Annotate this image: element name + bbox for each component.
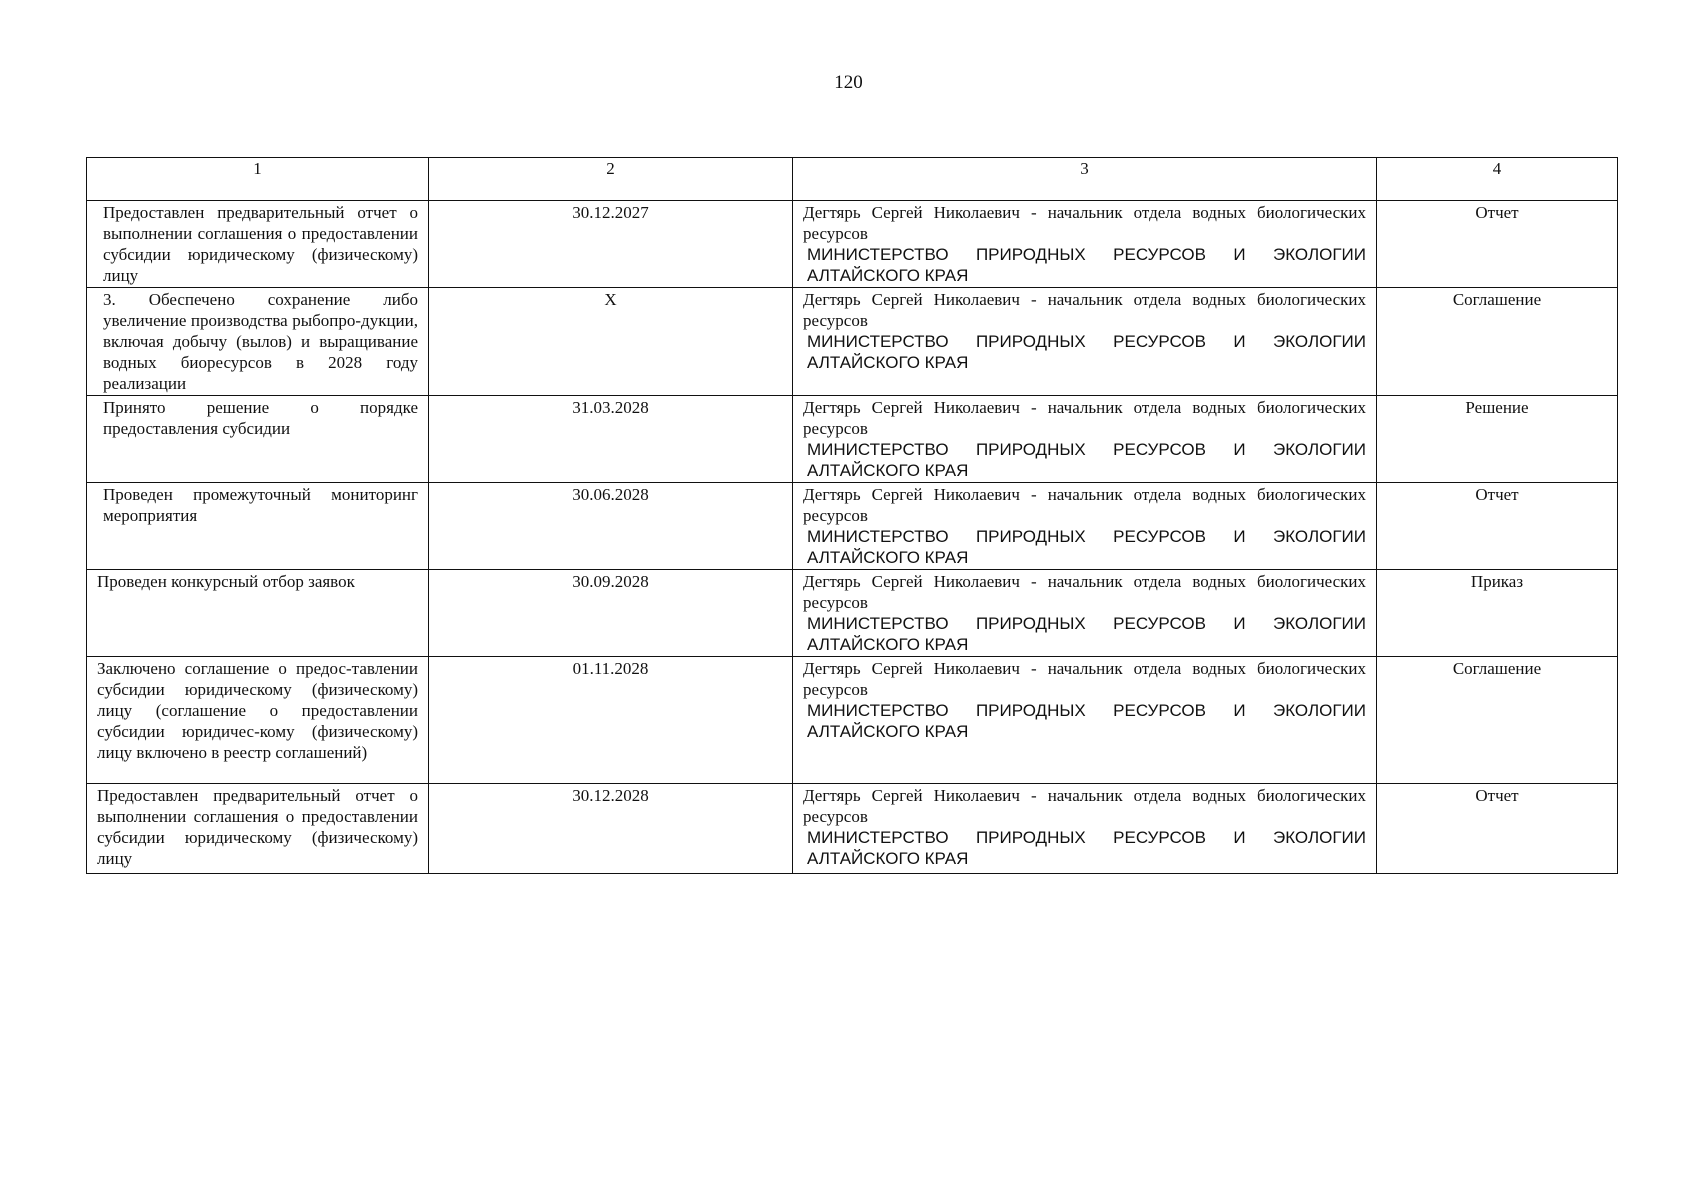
column-header-2: 2 (429, 158, 793, 201)
responsible-cell (793, 483, 1377, 570)
date-cell: 30.09.2028 (429, 570, 793, 657)
table-body (87, 201, 1618, 874)
table-row (87, 570, 1618, 657)
document-cell: Соглашение (1377, 288, 1618, 396)
table-row (87, 396, 1618, 483)
table-header (87, 158, 1618, 201)
header-row (87, 158, 1618, 201)
date-cell: 01.11.2028 (429, 657, 793, 784)
responsible-cell (793, 201, 1377, 288)
date-cell: X (429, 288, 793, 396)
event-cell: Предоставлен предварительный отчет о выполнении соглашения о предоставлении субсидии юридическому (физическому) лицу (87, 201, 429, 288)
responsible-org: МИНИСТЕРСТВО ПРИРОДНЫХ РЕСУРСОВ И ЭКОЛОГИИ АЛТАЙСКОГО КРАЯ (807, 332, 1366, 372)
responsible-person: Дегтярь Сергей Николаевич - начальник отдела водных биологических ресурсов (803, 290, 1366, 330)
date-cell: 30.12.2027 (429, 201, 793, 288)
responsible-cell (793, 657, 1377, 784)
date-cell: 30.12.2028 (429, 784, 793, 874)
event-cell: 3. Обеспечено сохранение либо увеличение производства рыбопро-дукции, включая добычу (вылов) и выращивание водных биоресурсов в 2028 году реализации (87, 288, 429, 396)
responsible-person: Дегтярь Сергей Николаевич - начальник отдела водных биологических ресурсов (803, 572, 1366, 612)
document-cell: Решение (1377, 396, 1618, 483)
document-cell: Приказ (1377, 570, 1618, 657)
responsible-org: МИНИСТЕРСТВО ПРИРОДНЫХ РЕСУРСОВ И ЭКОЛОГИИ АЛТАЙСКОГО КРАЯ (807, 614, 1366, 654)
event-cell: Предоставлен предварительный отчет о выполнении соглашения о предоставлении субсидии юридическому (физическому) лицу (87, 784, 429, 874)
responsible-org: МИНИСТЕРСТВО ПРИРОДНЫХ РЕСУРСОВ И ЭКОЛОГИИ АЛТАЙСКОГО КРАЯ (807, 245, 1366, 285)
responsible-person: Дегтярь Сергей Николаевич - начальник отдела водных биологических ресурсов (803, 786, 1366, 826)
responsible-org: МИНИСТЕРСТВО ПРИРОДНЫХ РЕСУРСОВ И ЭКОЛОГИИ АЛТАЙСКОГО КРАЯ (807, 440, 1366, 480)
page-number: 120 (834, 72, 863, 93)
event-cell: Принято решение о порядке предоставления субсидии (87, 396, 429, 483)
event-cell: Проведен промежуточный мониторинг мероприятия (87, 483, 429, 570)
responsible-person: Дегтярь Сергей Николаевич - начальник отдела водных биологических ресурсов (803, 659, 1366, 699)
document-cell: Отчет (1377, 483, 1618, 570)
responsible-cell (793, 396, 1377, 483)
responsible-cell (793, 570, 1377, 657)
date-cell: 30.06.2028 (429, 483, 793, 570)
responsible-person: Дегтярь Сергей Николаевич - начальник отдела водных биологических ресурсов (803, 398, 1366, 438)
table-row (87, 288, 1618, 396)
responsible-org: МИНИСТЕРСТВО ПРИРОДНЫХ РЕСУРСОВ И ЭКОЛОГИИ АЛТАЙСКОГО КРАЯ (807, 527, 1366, 567)
date-cell: 31.03.2028 (429, 396, 793, 483)
responsible-person: Дегтярь Сергей Николаевич - начальник отдела водных биологических ресурсов (803, 203, 1366, 243)
document-cell: Соглашение (1377, 657, 1618, 784)
column-header-1: 1 (87, 158, 429, 201)
table-row (87, 657, 1618, 784)
responsible-org: МИНИСТЕРСТВО ПРИРОДНЫХ РЕСУРСОВ И ЭКОЛОГИИ АЛТАЙСКОГО КРАЯ (807, 701, 1366, 741)
responsible-person: Дегтярь Сергей Николаевич - начальник отдела водных биологических ресурсов (803, 485, 1366, 525)
document-cell: Отчет (1377, 784, 1618, 874)
responsible-org: МИНИСТЕРСТВО ПРИРОДНЫХ РЕСУРСОВ И ЭКОЛОГИИ АЛТАЙСКОГО КРАЯ (807, 828, 1366, 868)
column-header-4: 4 (1377, 158, 1618, 201)
table-row (87, 201, 1618, 288)
event-cell: Проведен конкурсный отбор заявок (87, 570, 429, 657)
event-cell: Заключено соглашение о предос-тавлении субсидии юридическому (физическому) лицу (соглашение о предоставлении субсидии юридичес-кому (физическому) лицу включено в реестр соглашений) (87, 657, 429, 784)
plan-table (86, 157, 1618, 874)
responsible-cell (793, 784, 1377, 874)
column-header-3: 3 (793, 158, 1377, 201)
responsible-cell (793, 288, 1377, 396)
table-row (87, 784, 1618, 874)
document-cell: Отчет (1377, 201, 1618, 288)
table-row (87, 483, 1618, 570)
